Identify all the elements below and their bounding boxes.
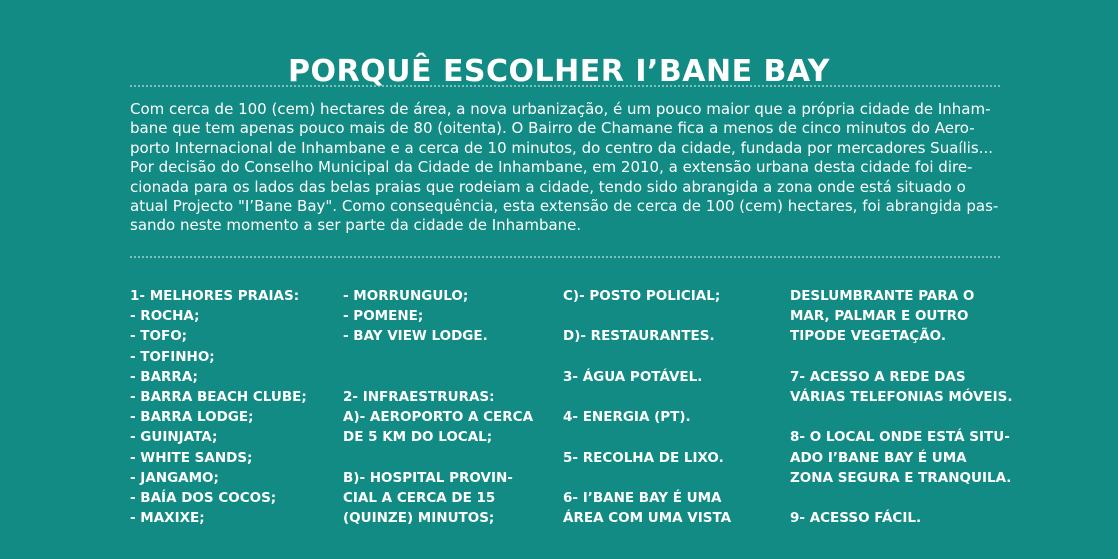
features-column-4 — [790, 286, 1013, 528]
feature-line: DESLUMBRANTE PARA O — [790, 288, 975, 304]
feature-line: 2- INFRAESTRURAS: — [343, 388, 495, 405]
feature-line: ZONA SEGURA E TRANQUILA. — [790, 469, 1012, 486]
intro-line: bane que tem apenas pouco mais de 80 (oitenta). O Bairro de Chamane fica a menos de cinco minutos do Aero- — [130, 119, 975, 138]
feature-line: - BARRA BEACH CLUBE; — [130, 388, 307, 405]
feature-line: 8- O LOCAL ONDE ESTÁ SITU- — [790, 429, 1010, 446]
feature-line — [563, 427, 731, 447]
feature-line: 6- I’BANE BAY É UMA — [563, 489, 722, 506]
feature-line: - BAY VIEW LODGE. — [343, 328, 488, 345]
feature-line: - POMENE; — [343, 308, 424, 325]
feature-line: - BARRA LODGE; — [130, 409, 254, 426]
feature-line — [790, 488, 1013, 508]
page-title: PORQUÊ ESCOLHER I’BANE BAY — [288, 54, 830, 90]
feature-line — [790, 347, 1013, 367]
feature-line — [790, 407, 1013, 427]
features-column-2 — [343, 286, 533, 528]
feature-line: TIPODE VEGETAÇÃO. — [790, 328, 946, 345]
feature-line — [563, 306, 731, 326]
feature-line: 5- RECOLHA DE LIXO. — [563, 449, 724, 466]
intro-line: cionada para os lados das belas praias que rodeiam a cidade, tendo sido abrangida a zona onde está situado o — [130, 177, 966, 196]
intro-line: porto Internacional de Inhambane e a cerca de 10 minutos, do centro da cidade, fundada por mercadores Suaílis... — [130, 138, 994, 157]
feature-line: 3- ÁGUA POTÁVEL. — [563, 368, 703, 385]
feature-line: - GUINJATA; — [130, 429, 218, 446]
feature-line: VÁRIAS TELEFONIAS MÓVEIS. — [790, 388, 1013, 405]
feature-line: MAR, PALMAR E OUTRO — [790, 308, 969, 325]
feature-line: 4- ENERGIA (PT). — [563, 409, 691, 426]
intro-paragraph — [130, 100, 1000, 236]
feature-line — [343, 448, 533, 468]
feature-line: - TOFO; — [130, 328, 188, 345]
feature-line: 1- MELHORES PRAIAS: — [130, 288, 300, 304]
feature-line: 7- ACESSO A REDE DAS — [790, 368, 966, 385]
feature-line — [563, 387, 731, 407]
intro-line: Com cerca de 100 (cem) hectares de área, a nova urbanização, é um pouco maior que a própria cidade de Inham- — [130, 100, 991, 118]
feature-line: - BAÍA DOS COCOS; — [130, 489, 277, 506]
feature-line: (QUINZE) MINUTOS; — [343, 510, 495, 527]
feature-line — [563, 468, 731, 488]
intro-line: Por decisão do Conselho Municipal da Cidade de Inhambane, em 2010, a extensão urbana desta cidade foi dire- — [130, 158, 973, 177]
feature-line: ADO I’BANE BAY É UMA — [790, 449, 967, 466]
feature-line — [563, 347, 731, 367]
feature-line: - JANGAMO; — [130, 469, 219, 486]
feature-line: CIAL A CERCA DE 15 — [343, 489, 496, 506]
feature-line — [343, 347, 533, 367]
intro-line: atual Projecto "I’Bane Bay". Como consequência, esta extensão de cerca de 100 (cem) hectares, foi abrangida pas- — [130, 197, 999, 216]
feature-line: - TOFINHO; — [130, 348, 215, 365]
features-column-3 — [563, 286, 731, 528]
feature-line: - MAXIXE; — [130, 510, 205, 527]
bottom-dotted-divider — [130, 256, 1000, 258]
feature-line: D)- RESTAURANTES. — [563, 328, 715, 345]
feature-line: - MORRUNGULO; — [343, 288, 469, 304]
feature-line: B)- HOSPITAL PROVIN- — [343, 469, 513, 486]
feature-line: DE 5 KM DO LOCAL; — [343, 429, 493, 446]
feature-line: 9- ACESSO FÁCIL. — [790, 510, 922, 527]
feature-line: A)- AEROPORTO A CERCA — [343, 409, 534, 426]
top-dotted-divider — [130, 85, 1000, 87]
feature-line — [343, 367, 533, 387]
feature-line: - BARRA; — [130, 368, 198, 385]
feature-line: C)- POSTO POLICIAL; — [563, 288, 721, 304]
feature-line: - WHITE SANDS; — [130, 449, 253, 466]
features-column-1 — [130, 286, 307, 528]
feature-line: - ROCHA; — [130, 308, 200, 325]
intro-line: sando neste momento a ser parte da cidade de Inhambane. — [130, 216, 582, 235]
feature-line: ÁREA COM UMA VISTA — [563, 510, 732, 527]
